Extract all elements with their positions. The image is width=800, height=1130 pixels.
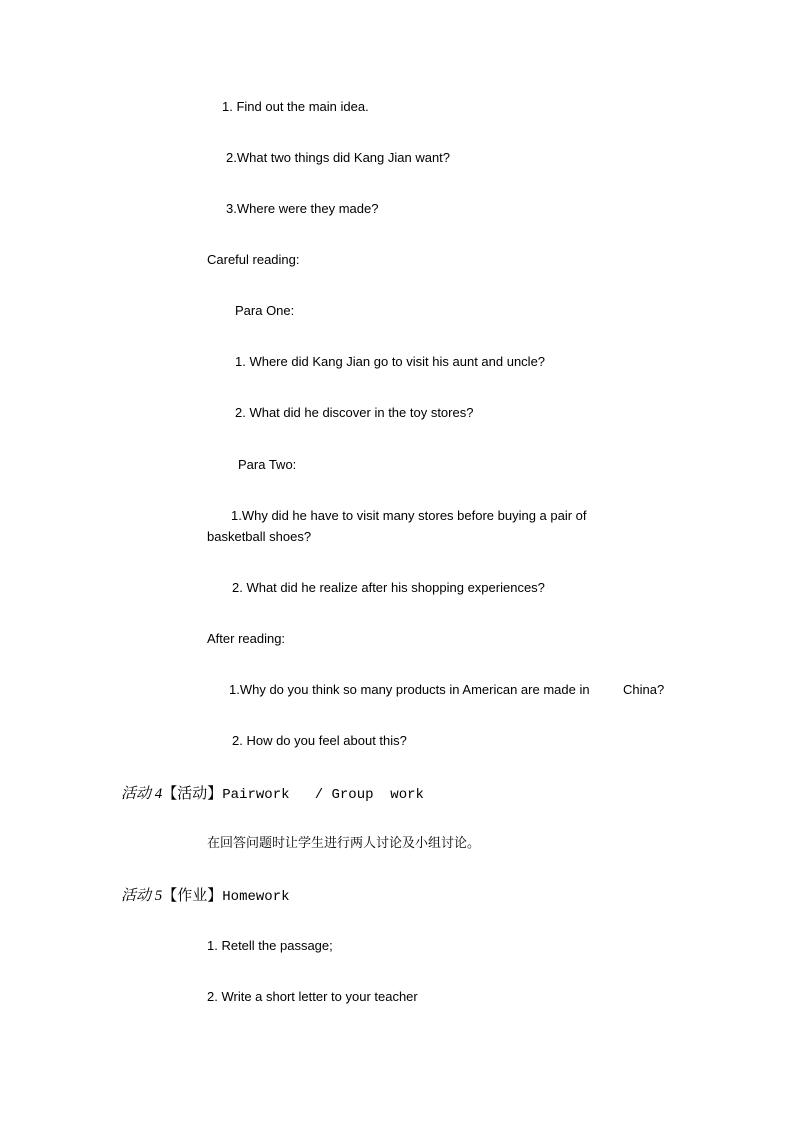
para-one-question-2: 2. What did he discover in the toy stores? <box>235 405 474 420</box>
activity-5-title: Homework <box>222 889 290 905</box>
careful-reading-title: Careful reading: <box>207 252 300 267</box>
after-reading-question-2: 2. How do you feel about this? <box>232 733 407 748</box>
activity-4-bracket: 【活动】 <box>162 786 223 802</box>
activity-4-content: 在回答问题时让学生进行两人讨论及小组讨论。 <box>207 836 481 851</box>
reading-question-2: 2.What two things did Kang Jian want? <box>226 150 451 165</box>
activity-5-bracket: 【作业】 <box>162 888 223 904</box>
activity-5-number: 活动 5 <box>121 888 163 904</box>
activity-4-number: 活动 4 <box>121 786 163 802</box>
para-one-label: Para One: <box>235 303 295 318</box>
after-reading-question-1: 1.Why do you think so many products in American are made in <box>229 682 590 697</box>
para-two-label: Para Two: <box>238 457 297 472</box>
homework-item-1: 1. Retell the passage; <box>207 938 333 953</box>
para-one-question-1: 1. Where did Kang Jian go to visit his aunt and uncle? <box>235 354 546 369</box>
activity-4-heading <box>121 783 424 806</box>
reading-question-3: 3.Where were they made? <box>226 201 379 216</box>
reading-question-1: 1. Find out the main idea. <box>222 99 369 114</box>
after-reading-title: After reading: <box>207 631 286 646</box>
activity-4-title: Pairwork / Group work <box>222 787 424 803</box>
para-two-question-1-line-1: 1.Why did he have to visit many stores before buying a pair of <box>231 508 587 523</box>
homework-item-2: 2. Write a short letter to your teacher <box>207 989 418 1004</box>
para-two-question-2: 2. What did he realize after his shopping experiences? <box>232 580 545 595</box>
activity-5-heading <box>121 885 290 908</box>
after-reading-question-1-end: China? <box>623 682 665 697</box>
para-two-question-1-line-2: basketball shoes? <box>207 529 312 544</box>
